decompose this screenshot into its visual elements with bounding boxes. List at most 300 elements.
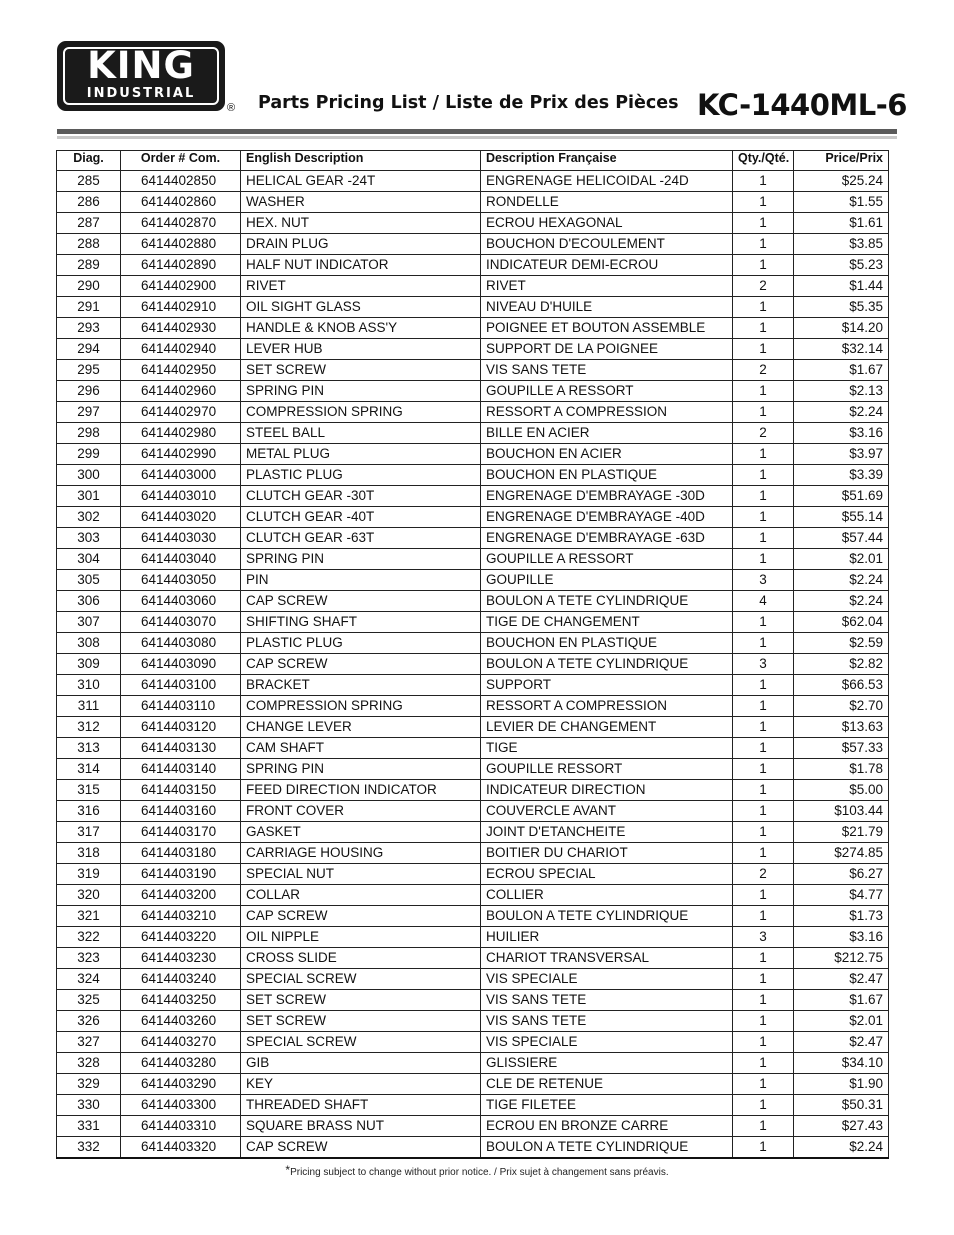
cell-french-description: BOUCHON EN PLASTIQUE (481, 465, 733, 486)
parts-pricing-table (56, 150, 889, 1159)
cell-order-number: 6414403190 (121, 864, 241, 885)
cell-english-description: CLUTCH GEAR -30T (241, 486, 481, 507)
cell-diag: 324 (57, 969, 121, 990)
cell-order-number: 6414403200 (121, 885, 241, 906)
cell-diag: 304 (57, 549, 121, 570)
cell-order-number: 6414403020 (121, 507, 241, 528)
cell-order-number: 6414403220 (121, 927, 241, 948)
footnote-text: Pricing subject to change without prior notice. / Prix sujet à changement sans préavis. (290, 1167, 669, 1178)
cell-diag: 290 (57, 276, 121, 297)
cell-quantity: 1 (733, 1095, 794, 1116)
cell-french-description: VIS SANS TETE (481, 1011, 733, 1032)
page-subtitle: Parts Pricing List / Liste de Prix des Pièces (258, 93, 679, 113)
table-row (57, 1116, 889, 1137)
cell-french-description: GOUPILLE A RESSORT (481, 381, 733, 402)
table-row (57, 1053, 889, 1074)
cell-english-description: RIVET (241, 276, 481, 297)
cell-diag: 307 (57, 612, 121, 633)
table-row (57, 843, 889, 864)
cell-order-number: 6414403070 (121, 612, 241, 633)
cell-english-description: PLASTIC PLUG (241, 465, 481, 486)
cell-french-description: GOUPILLE (481, 570, 733, 591)
cell-price: $51.69 (794, 486, 889, 507)
cell-order-number: 6414402850 (121, 171, 241, 192)
cell-quantity: 1 (733, 1053, 794, 1074)
cell-quantity: 1 (733, 1116, 794, 1137)
cell-diag: 323 (57, 948, 121, 969)
cell-price: $103.44 (794, 801, 889, 822)
cell-price: $62.04 (794, 612, 889, 633)
cell-price: $1.44 (794, 276, 889, 297)
cell-english-description: HELICAL GEAR -24T (241, 171, 481, 192)
cell-price: $2.24 (794, 1137, 889, 1159)
cell-french-description: RESSORT A COMPRESSION (481, 696, 733, 717)
cell-price: $66.53 (794, 675, 889, 696)
cell-english-description: KEY (241, 1074, 481, 1095)
cell-price: $27.43 (794, 1116, 889, 1137)
cell-price: $2.47 (794, 1032, 889, 1053)
cell-english-description: SET SCREW (241, 360, 481, 381)
cell-english-description: SHIFTING SHAFT (241, 612, 481, 633)
cell-diag: 309 (57, 654, 121, 675)
table-row (57, 276, 889, 297)
cell-order-number: 6414403080 (121, 633, 241, 654)
cell-english-description: SPRING PIN (241, 549, 481, 570)
cell-order-number: 6414403130 (121, 738, 241, 759)
cell-price: $1.55 (794, 192, 889, 213)
cell-order-number: 6414403270 (121, 1032, 241, 1053)
cell-price: $1.78 (794, 759, 889, 780)
cell-order-number: 6414402970 (121, 402, 241, 423)
cell-diag: 301 (57, 486, 121, 507)
table-row (57, 213, 889, 234)
cell-price: $2.01 (794, 1011, 889, 1032)
cell-french-description: GOUPILLE RESSORT (481, 759, 733, 780)
cell-quantity: 2 (733, 864, 794, 885)
cell-order-number: 6414403120 (121, 717, 241, 738)
cell-french-description: CHARIOT TRANSVERSAL (481, 948, 733, 969)
cell-quantity: 2 (733, 423, 794, 444)
cell-price: $3.97 (794, 444, 889, 465)
cell-quantity: 1 (733, 969, 794, 990)
cell-english-description: FRONT COVER (241, 801, 481, 822)
cell-french-description: ENGRENAGE D'EMBRAYAGE -30D (481, 486, 733, 507)
cell-order-number: 6414402860 (121, 192, 241, 213)
cell-english-description: PIN (241, 570, 481, 591)
cell-price: $5.23 (794, 255, 889, 276)
cell-price: $3.85 (794, 234, 889, 255)
cell-english-description: CAP SCREW (241, 591, 481, 612)
cell-quantity: 1 (733, 528, 794, 549)
cell-order-number: 6414402910 (121, 297, 241, 318)
table-row (57, 612, 889, 633)
cell-french-description: CLE DE RETENUE (481, 1074, 733, 1095)
cell-diag: 311 (57, 696, 121, 717)
table-row (57, 318, 889, 339)
cell-quantity: 2 (733, 360, 794, 381)
cell-french-description: BILLE EN ACIER (481, 423, 733, 444)
cell-diag: 302 (57, 507, 121, 528)
column-header-english: English Description (241, 151, 481, 171)
cell-english-description: THREADED SHAFT (241, 1095, 481, 1116)
cell-order-number: 6414403100 (121, 675, 241, 696)
cell-quantity: 1 (733, 1137, 794, 1159)
table-row (57, 780, 889, 801)
table-row (57, 696, 889, 717)
table-row (57, 822, 889, 843)
table-row (57, 486, 889, 507)
table-row (57, 654, 889, 675)
table-row (57, 885, 889, 906)
cell-french-description: SUPPORT DE LA POIGNEE (481, 339, 733, 360)
cell-diag: 321 (57, 906, 121, 927)
table-row (57, 864, 889, 885)
cell-english-description: SPECIAL SCREW (241, 1032, 481, 1053)
cell-diag: 287 (57, 213, 121, 234)
cell-english-description: OIL NIPPLE (241, 927, 481, 948)
logo-sub-text: INDUSTRIAL (86, 86, 196, 101)
cell-quantity: 1 (733, 318, 794, 339)
table-row (57, 1095, 889, 1116)
cell-order-number: 6414402880 (121, 234, 241, 255)
cell-diag: 312 (57, 717, 121, 738)
cell-quantity: 1 (733, 171, 794, 192)
header-rule-light (57, 136, 897, 139)
cell-quantity: 1 (733, 843, 794, 864)
cell-order-number: 6414403230 (121, 948, 241, 969)
cell-price: $25.24 (794, 171, 889, 192)
table-row (57, 171, 889, 192)
cell-price: $274.85 (794, 843, 889, 864)
table-body (57, 171, 889, 1159)
cell-price: $1.67 (794, 360, 889, 381)
cell-french-description: ECROU SPECIAL (481, 864, 733, 885)
cell-english-description: OIL SIGHT GLASS (241, 297, 481, 318)
table-row (57, 969, 889, 990)
cell-english-description: CHANGE LEVER (241, 717, 481, 738)
cell-order-number: 6414403010 (121, 486, 241, 507)
cell-price: $3.16 (794, 423, 889, 444)
cell-diag: 329 (57, 1074, 121, 1095)
cell-diag: 328 (57, 1053, 121, 1074)
cell-order-number: 6414403170 (121, 822, 241, 843)
cell-price: $57.33 (794, 738, 889, 759)
cell-french-description: TIGE (481, 738, 733, 759)
cell-diag: 295 (57, 360, 121, 381)
cell-price: $2.01 (794, 549, 889, 570)
table-row (57, 1032, 889, 1053)
cell-price: $14.20 (794, 318, 889, 339)
cell-english-description: CAP SCREW (241, 1137, 481, 1159)
cell-order-number: 6414403030 (121, 528, 241, 549)
cell-diag: 325 (57, 990, 121, 1011)
cell-quantity: 1 (733, 990, 794, 1011)
cell-quantity: 1 (733, 675, 794, 696)
cell-quantity: 3 (733, 570, 794, 591)
cell-diag: 322 (57, 927, 121, 948)
cell-quantity: 1 (733, 612, 794, 633)
cell-quantity: 1 (733, 801, 794, 822)
cell-english-description: CROSS SLIDE (241, 948, 481, 969)
cell-english-description: GIB (241, 1053, 481, 1074)
cell-french-description: BOULON A TETE CYLINDRIQUE (481, 1137, 733, 1159)
cell-diag: 300 (57, 465, 121, 486)
cell-english-description: CLUTCH GEAR -40T (241, 507, 481, 528)
cell-order-number: 6414403250 (121, 990, 241, 1011)
cell-diag: 318 (57, 843, 121, 864)
cell-french-description: RONDELLE (481, 192, 733, 213)
table-row (57, 570, 889, 591)
cell-order-number: 6414403090 (121, 654, 241, 675)
cell-price: $1.61 (794, 213, 889, 234)
cell-diag: 332 (57, 1137, 121, 1159)
cell-french-description: GOUPILLE A RESSORT (481, 549, 733, 570)
cell-price: $3.39 (794, 465, 889, 486)
table-row (57, 990, 889, 1011)
cell-french-description: BOUCHON EN ACIER (481, 444, 733, 465)
cell-diag: 313 (57, 738, 121, 759)
cell-quantity: 1 (733, 633, 794, 654)
table-header-row (57, 151, 889, 171)
column-header-qty: Qty./Qté. (733, 151, 794, 171)
cell-english-description: COMPRESSION SPRING (241, 402, 481, 423)
cell-diag: 299 (57, 444, 121, 465)
pricing-footnote (0, 1163, 954, 1178)
cell-diag: 294 (57, 339, 121, 360)
cell-french-description: POIGNEE ET BOUTON ASSEMBLE (481, 318, 733, 339)
cell-diag: 285 (57, 171, 121, 192)
cell-diag: 331 (57, 1116, 121, 1137)
logo-main-text: KING (87, 44, 195, 87)
cell-french-description: GLISSIERE (481, 1053, 733, 1074)
table-row (57, 528, 889, 549)
cell-price: $1.67 (794, 990, 889, 1011)
cell-diag: 308 (57, 633, 121, 654)
cell-order-number: 6414402950 (121, 360, 241, 381)
cell-price: $32.14 (794, 339, 889, 360)
cell-english-description: SPRING PIN (241, 381, 481, 402)
table-row (57, 423, 889, 444)
cell-diag: 286 (57, 192, 121, 213)
cell-price: $2.24 (794, 591, 889, 612)
cell-english-description: SPECIAL SCREW (241, 969, 481, 990)
cell-diag: 316 (57, 801, 121, 822)
table-row (57, 948, 889, 969)
cell-order-number: 6414403260 (121, 1011, 241, 1032)
cell-french-description: BOULON A TETE CYLINDRIQUE (481, 654, 733, 675)
cell-english-description: SPRING PIN (241, 759, 481, 780)
cell-english-description: PLASTIC PLUG (241, 633, 481, 654)
cell-english-description: METAL PLUG (241, 444, 481, 465)
cell-order-number: 6414403290 (121, 1074, 241, 1095)
cell-french-description: BOULON A TETE CYLINDRIQUE (481, 591, 733, 612)
cell-quantity: 3 (733, 927, 794, 948)
cell-order-number: 6414403150 (121, 780, 241, 801)
cell-quantity: 1 (733, 759, 794, 780)
cell-diag: 306 (57, 591, 121, 612)
cell-french-description: BOUCHON EN PLASTIQUE (481, 633, 733, 654)
cell-quantity: 1 (733, 507, 794, 528)
cell-quantity: 2 (733, 276, 794, 297)
cell-order-number: 6414403040 (121, 549, 241, 570)
cell-quantity: 1 (733, 213, 794, 234)
cell-diag: 310 (57, 675, 121, 696)
cell-price: $50.31 (794, 1095, 889, 1116)
cell-price: $4.77 (794, 885, 889, 906)
cell-french-description: VIS SPECIALE (481, 969, 733, 990)
cell-diag: 327 (57, 1032, 121, 1053)
table-row (57, 192, 889, 213)
cell-order-number: 6414403110 (121, 696, 241, 717)
table-row (57, 675, 889, 696)
table-row (57, 1137, 889, 1159)
cell-diag: 315 (57, 780, 121, 801)
cell-order-number: 6414403310 (121, 1116, 241, 1137)
cell-quantity: 1 (733, 402, 794, 423)
cell-diag: 303 (57, 528, 121, 549)
cell-order-number: 6414403320 (121, 1137, 241, 1159)
cell-english-description: STEEL BALL (241, 423, 481, 444)
table-row (57, 297, 889, 318)
table-row (57, 927, 889, 948)
cell-diag: 288 (57, 234, 121, 255)
table-row (57, 1011, 889, 1032)
cell-french-description: TIGE DE CHANGEMENT (481, 612, 733, 633)
cell-english-description: DRAIN PLUG (241, 234, 481, 255)
cell-diag: 314 (57, 759, 121, 780)
cell-diag: 298 (57, 423, 121, 444)
cell-quantity: 1 (733, 1032, 794, 1053)
cell-french-description: NIVEAU D'HUILE (481, 297, 733, 318)
cell-price: $1.90 (794, 1074, 889, 1095)
table-row (57, 633, 889, 654)
cell-english-description: WASHER (241, 192, 481, 213)
cell-english-description: SET SCREW (241, 990, 481, 1011)
cell-price: $13.63 (794, 717, 889, 738)
cell-diag: 289 (57, 255, 121, 276)
cell-diag: 297 (57, 402, 121, 423)
table-row (57, 801, 889, 822)
cell-french-description: SUPPORT (481, 675, 733, 696)
model-number: KC-1440ML-6 (697, 88, 907, 122)
table-row (57, 738, 889, 759)
cell-french-description: BOUCHON D'ECOULEMENT (481, 234, 733, 255)
table-row (57, 381, 889, 402)
header-rule-dark (57, 129, 897, 134)
cell-price: $1.73 (794, 906, 889, 927)
cell-order-number: 6414402990 (121, 444, 241, 465)
cell-english-description: CAM SHAFT (241, 738, 481, 759)
cell-order-number: 6414403050 (121, 570, 241, 591)
cell-order-number: 6414403300 (121, 1095, 241, 1116)
cell-price: $2.13 (794, 381, 889, 402)
table-row (57, 402, 889, 423)
cell-order-number: 6414403210 (121, 906, 241, 927)
cell-price: $2.24 (794, 570, 889, 591)
cell-order-number: 6414403140 (121, 759, 241, 780)
cell-order-number: 6414402900 (121, 276, 241, 297)
cell-price: $57.44 (794, 528, 889, 549)
cell-english-description: CAP SCREW (241, 654, 481, 675)
cell-diag: 320 (57, 885, 121, 906)
table-row (57, 444, 889, 465)
table-row (57, 759, 889, 780)
cell-price: $5.00 (794, 780, 889, 801)
cell-french-description: COUVERCLE AVANT (481, 801, 733, 822)
column-header-price: Price/Prix (794, 151, 889, 171)
table-row (57, 1074, 889, 1095)
table-row (57, 360, 889, 381)
cell-english-description: COMPRESSION SPRING (241, 696, 481, 717)
cell-french-description: COLLIER (481, 885, 733, 906)
cell-english-description: HALF NUT INDICATOR (241, 255, 481, 276)
cell-price: $6.27 (794, 864, 889, 885)
cell-quantity: 1 (733, 948, 794, 969)
column-header-diag: Diag. (57, 151, 121, 171)
cell-price: $55.14 (794, 507, 889, 528)
cell-quantity: 1 (733, 255, 794, 276)
cell-english-description: CARRIAGE HOUSING (241, 843, 481, 864)
cell-french-description: VIS SANS TETE (481, 360, 733, 381)
cell-quantity: 1 (733, 339, 794, 360)
cell-quantity: 3 (733, 654, 794, 675)
cell-french-description: BOULON A TETE CYLINDRIQUE (481, 906, 733, 927)
cell-order-number: 6414402980 (121, 423, 241, 444)
cell-english-description: SET SCREW (241, 1011, 481, 1032)
cell-quantity: 1 (733, 486, 794, 507)
table-row (57, 234, 889, 255)
cell-diag: 317 (57, 822, 121, 843)
cell-french-description: INDICATEUR DEMI-ECROU (481, 255, 733, 276)
cell-price: $2.47 (794, 969, 889, 990)
cell-quantity: 1 (733, 1074, 794, 1095)
table-row (57, 906, 889, 927)
cell-english-description: BRACKET (241, 675, 481, 696)
cell-quantity: 1 (733, 696, 794, 717)
cell-diag: 330 (57, 1095, 121, 1116)
cell-price: $3.16 (794, 927, 889, 948)
king-industrial-logo (57, 41, 225, 111)
cell-order-number: 6414403240 (121, 969, 241, 990)
cell-english-description: HANDLE & KNOB ASS'Y (241, 318, 481, 339)
cell-price: $2.70 (794, 696, 889, 717)
cell-order-number: 6414402960 (121, 381, 241, 402)
column-header-french: Description Française (481, 151, 733, 171)
cell-quantity: 1 (733, 885, 794, 906)
cell-order-number: 6414402940 (121, 339, 241, 360)
cell-quantity: 1 (733, 906, 794, 927)
table-row (57, 255, 889, 276)
table-row (57, 465, 889, 486)
table-row (57, 507, 889, 528)
cell-order-number: 6414403280 (121, 1053, 241, 1074)
cell-diag: 293 (57, 318, 121, 339)
cell-order-number: 6414403000 (121, 465, 241, 486)
cell-diag: 296 (57, 381, 121, 402)
cell-order-number: 6414402930 (121, 318, 241, 339)
table-row (57, 717, 889, 738)
cell-french-description: BOITIER DU CHARIOT (481, 843, 733, 864)
cell-diag: 326 (57, 1011, 121, 1032)
cell-english-description: COLLAR (241, 885, 481, 906)
cell-french-description: VIS SPECIALE (481, 1032, 733, 1053)
cell-diag: 305 (57, 570, 121, 591)
table-row (57, 549, 889, 570)
cell-french-description: INDICATEUR DIRECTION (481, 780, 733, 801)
cell-price: $2.82 (794, 654, 889, 675)
registered-mark: ® (227, 102, 236, 114)
cell-diag: 319 (57, 864, 121, 885)
